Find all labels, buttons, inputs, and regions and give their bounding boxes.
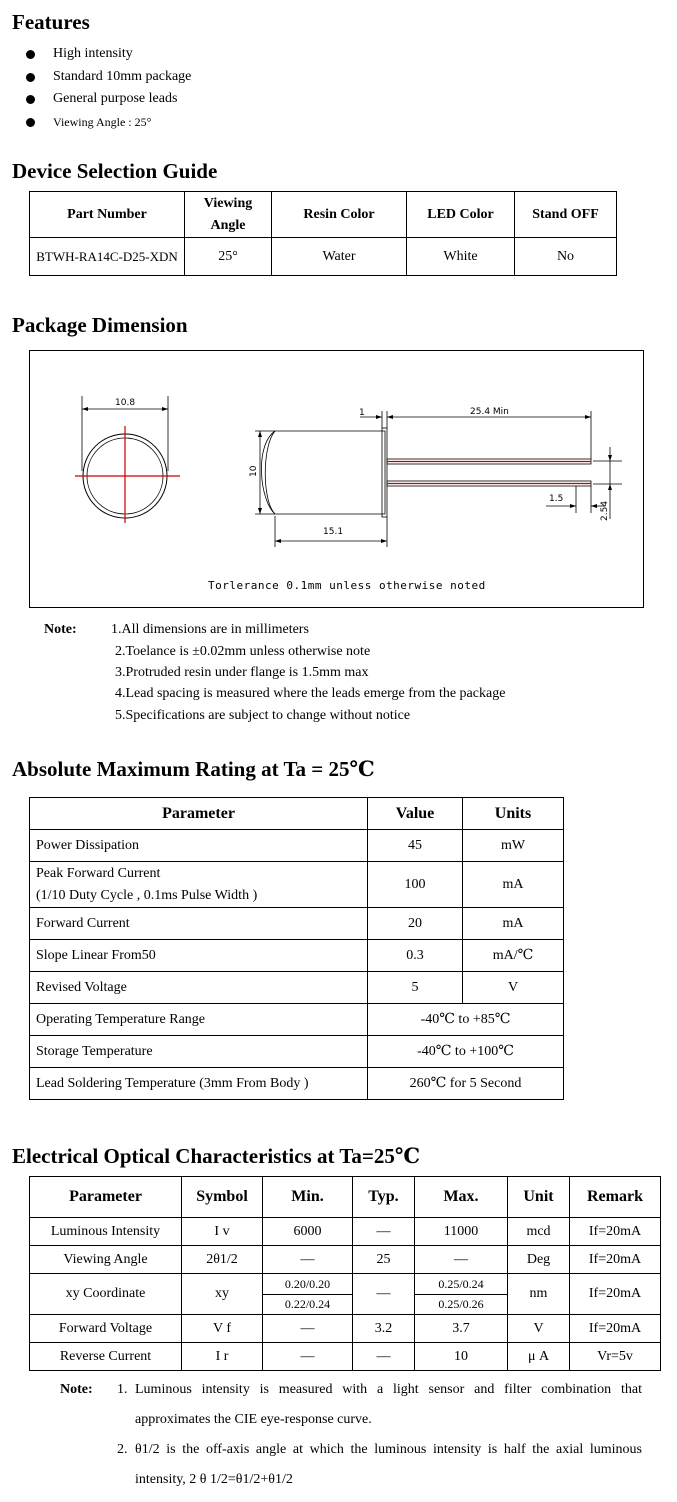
table-cell: If=20mA — [570, 1246, 661, 1274]
max-value-b: 0.25/0.26 — [438, 1296, 484, 1311]
table-cell: Viewing Angle — [30, 1246, 182, 1274]
abs-max-title: Absolute Maximum Rating at Ta = 25℃ — [12, 757, 375, 781]
table-cell: White — [407, 238, 515, 276]
package-note: 4.Lead spacing is measured where the leads emerge from the package — [115, 686, 506, 701]
col-header: Viewing Angle — [185, 192, 272, 238]
table-cell: I v — [182, 1218, 263, 1246]
table-cell: Deg — [508, 1246, 570, 1274]
col-header: Stand OFF — [515, 192, 617, 238]
table-cell: V f — [182, 1315, 263, 1343]
table-cell: 260℃ for 5 Second — [368, 1068, 564, 1100]
package-notes-label: Note: — [44, 622, 77, 637]
dim-spacing-label: 2.54 — [600, 500, 610, 521]
package-title: Package Dimension — [12, 313, 188, 337]
note-row — [60, 1435, 642, 1495]
table-cell: Forward Voltage — [30, 1315, 182, 1343]
note-number: 2. — [117, 1442, 128, 1457]
package-note: 1.All dimensions are in millimeters — [111, 622, 309, 637]
eoc-table — [29, 1176, 661, 1371]
col-header: Units — [463, 798, 564, 830]
col-header: Symbol — [182, 1177, 263, 1218]
table-cell: 3.2 — [353, 1315, 415, 1343]
col-header: Value — [368, 798, 463, 830]
table-row — [30, 972, 564, 1004]
table-cell: 2θ1/2 — [182, 1246, 263, 1274]
table-row — [30, 1004, 564, 1036]
table-cell: — — [353, 1274, 415, 1315]
table-row — [30, 1218, 661, 1246]
col-header: Parameter — [30, 798, 368, 830]
table-cell: 25° — [185, 238, 272, 276]
table-cell: -40℃ to +85℃ — [368, 1004, 564, 1036]
note-text: θ1/2 is the off-axis angle at which the luminous intensity is half the axial luminous intensity, 2 θ 1/2=θ1/2+θ1/2 — [135, 1442, 642, 1487]
table-cell: BTWH-RA14C-D25-XDN — [30, 238, 185, 276]
flange — [382, 428, 387, 517]
eoc-title: Electrical Optical Characteristics at Ta=25℃ — [12, 1144, 421, 1168]
table-cell: — — [263, 1343, 353, 1371]
table-cell: mcd — [508, 1218, 570, 1246]
table-cell: 5 — [368, 972, 463, 1004]
table-cell: xy Coordinate — [30, 1274, 182, 1315]
col-header: Remark — [570, 1177, 661, 1218]
package-note: 3.Protruded resin under flange is 1.5mm max — [115, 665, 369, 680]
table-cell: Power Dissipation — [30, 830, 368, 862]
table-cell: Reverse Current — [30, 1343, 182, 1371]
min-value-a: 0.20/0.20 — [263, 1275, 352, 1295]
table-cell: Forward Current — [30, 908, 368, 940]
dim-flange-label: 1 — [359, 408, 365, 418]
table-row — [30, 908, 564, 940]
table-cell: I r — [182, 1343, 263, 1371]
dim-lead-end-label: 1.5 — [549, 494, 564, 504]
table-cell: Revised Voltage — [30, 972, 368, 1004]
dim-lead-length-label: 25.4 Min — [470, 407, 509, 417]
selection-guide-title: Device Selection Guide — [12, 159, 218, 183]
table-cell: — — [353, 1218, 415, 1246]
col-header: Max. — [415, 1177, 508, 1218]
package-note: 5.Specifications are subject to change without notice — [115, 708, 411, 723]
list-item: Viewing Angle : 25° — [22, 111, 191, 134]
package-drawing — [29, 350, 644, 608]
table-cell: 25 — [353, 1246, 415, 1274]
table-cell: 10 — [415, 1343, 508, 1371]
table-cell: 100 — [368, 862, 463, 908]
table-cell: Lead Soldering Temperature (3mm From Body ) — [30, 1068, 368, 1100]
table-cell: If=20mA — [570, 1274, 661, 1315]
table-cell: -40℃ to +100℃ — [368, 1036, 564, 1068]
table-cell: 3.7 — [415, 1315, 508, 1343]
table-cell: xy — [182, 1274, 263, 1315]
table-cell: No — [515, 238, 617, 276]
note-text: Luminous intensity is measured with a light sensor and filter combination that approximates the CIE eye-response curve. — [135, 1382, 642, 1427]
tolerance-note: Torlerance 0.1mm unless otherwise noted — [208, 579, 486, 592]
abs-max-table — [29, 797, 564, 1100]
list-item: High intensity — [22, 43, 191, 66]
col-header: Resin Color — [272, 192, 407, 238]
table-cell: mA — [463, 908, 564, 940]
table-row — [30, 862, 564, 908]
dim-body-length-label: 15.1 — [323, 527, 344, 537]
table-cell: Vr=5v — [570, 1343, 661, 1371]
table-cell: V — [508, 1315, 570, 1343]
dim-diameter-label: 10.8 — [115, 398, 136, 408]
dimension-drawing — [30, 351, 643, 607]
table-row — [30, 830, 564, 862]
table-row — [30, 1036, 564, 1068]
peak-current-label: Peak Forward Current — [36, 865, 161, 881]
table-cell: — — [263, 1315, 353, 1343]
note-number: 1. — [117, 1382, 128, 1397]
table-row — [30, 1315, 661, 1343]
table-row — [30, 940, 564, 972]
table-cell: If=20mA — [570, 1315, 661, 1343]
table-cell — [263, 1274, 353, 1315]
list-item: General purpose leads — [22, 88, 191, 111]
table-cell: mA — [463, 862, 564, 908]
table-cell: 20 — [368, 908, 463, 940]
col-header: Typ. — [353, 1177, 415, 1218]
features-title: Features — [12, 10, 90, 34]
table-cell: 11000 — [415, 1218, 508, 1246]
table-cell: Operating Temperature Range — [30, 1004, 368, 1036]
table-cell: mA/℃ — [463, 940, 564, 972]
table-cell: Storage Temperature — [30, 1036, 368, 1068]
table-row — [30, 1246, 661, 1274]
col-header: Unit — [508, 1177, 570, 1218]
selection-guide-table — [29, 191, 617, 276]
eoc-notes — [60, 1375, 642, 1495]
features-list — [22, 43, 191, 133]
col-header: Min. — [263, 1177, 353, 1218]
table-cell: — — [415, 1246, 508, 1274]
dim-height-label: 10 — [249, 465, 259, 477]
min-value-b: 0.22/0.24 — [284, 1296, 331, 1311]
table-cell: Luminous Intensity — [30, 1218, 182, 1246]
table-cell: Slope Linear From50 — [30, 940, 368, 972]
table-cell: 0.3 — [368, 940, 463, 972]
list-item: Standard 10mm package — [22, 66, 191, 89]
table-cell: — — [353, 1343, 415, 1371]
table-cell — [415, 1274, 508, 1315]
note-row — [60, 1375, 642, 1435]
table-cell: nm — [508, 1274, 570, 1315]
eoc-notes-label: Note: — [60, 1382, 93, 1397]
package-note: 2.Toelance is ±0.02mm unless otherwise note — [115, 644, 371, 659]
col-header: Part Number — [30, 192, 185, 238]
table-row — [30, 1274, 661, 1315]
table-row — [30, 1068, 564, 1100]
table-cell: Water — [272, 238, 407, 276]
col-header: Parameter — [30, 1177, 182, 1218]
table-cell — [30, 862, 368, 908]
max-value-a: 0.25/0.24 — [415, 1275, 507, 1295]
peak-current-sub: (1/10 Duty Cycle , 0.1ms Pulse Width ) — [36, 887, 258, 903]
table-row — [30, 1343, 661, 1371]
table-cell: μ A — [508, 1343, 570, 1371]
table-cell: V — [463, 972, 564, 1004]
table-cell: If=20mA — [570, 1218, 661, 1246]
col-header: LED Color — [407, 192, 515, 238]
table-cell: 45 — [368, 830, 463, 862]
led-body-outline — [261, 431, 385, 514]
table-cell: 6000 — [263, 1218, 353, 1246]
table-cell: mW — [463, 830, 564, 862]
table-cell: — — [263, 1246, 353, 1274]
